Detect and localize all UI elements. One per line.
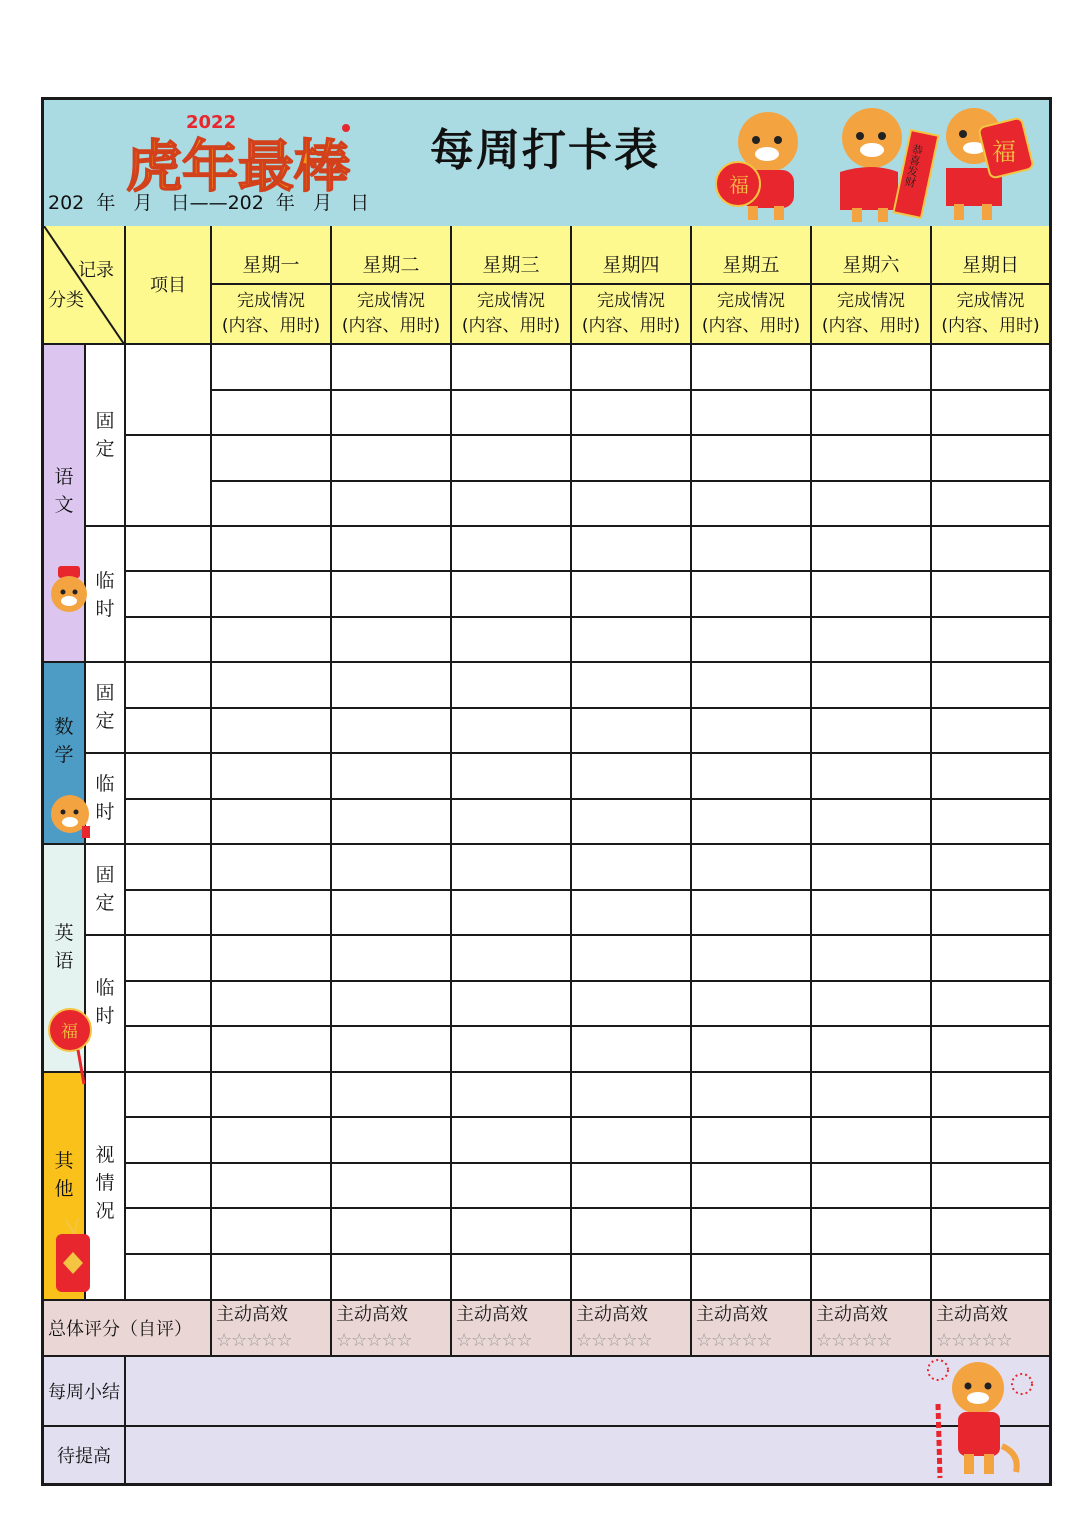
rating-cell-sun: 主动高效 ☆☆☆☆☆ (932, 1300, 1049, 1356)
star-rating[interactable]: ☆☆☆☆☆ (696, 1330, 772, 1351)
tiger-icon (840, 108, 938, 222)
lantern-icon (48, 1000, 94, 1086)
to-improve-label: 待提高 (57, 1445, 111, 1467)
logo-text: 虎年最棒 (126, 134, 350, 196)
corner-label-record: 记录 (78, 260, 114, 281)
completion-header: 完成情况 (内容、用时) (941, 291, 1040, 336)
rating-cell-tue: 主动高效 ☆☆☆☆☆ (332, 1300, 450, 1356)
svg-text:福: 福 (992, 138, 1016, 166)
subject-label-english: 英语 (54, 922, 74, 972)
subcategory-fixed: 固定 (95, 682, 115, 732)
date-range: 202 年 月 日——202 年 月 日 (48, 192, 370, 214)
svg-text:福: 福 (61, 1022, 78, 1042)
day-header-sat: 星期六 (842, 253, 900, 276)
day-header-thu: 星期四 (602, 253, 660, 276)
corner-diagonal (44, 226, 124, 344)
day-header-tue: 星期二 (362, 253, 420, 276)
tiger-face-icon (48, 566, 90, 618)
subcategory-temporary: 临时 (95, 570, 115, 620)
rating-cell-mon: 主动高效 ☆☆☆☆☆ (212, 1300, 330, 1356)
completion-header: 完成情况 (内容、用时) (221, 291, 321, 336)
to-improve-field[interactable] (126, 1427, 1049, 1483)
day-header-sun: 星期日 (961, 253, 1019, 276)
item-column-header: 项目 (150, 275, 186, 296)
subject-label-other: 其他 (54, 1150, 74, 1200)
day-header-fri: 星期五 (722, 253, 780, 276)
weekly-summary-label: 每周小结 (48, 1381, 120, 1403)
completion-header: 完成情况 (内容、用时) (341, 291, 441, 336)
rating-cell-sat: 主动高效 ☆☆☆☆☆ (812, 1300, 930, 1356)
completion-header: 完成情况 (内容、用时) (461, 291, 561, 336)
completion-header: 完成情况 (内容、用时) (821, 291, 921, 336)
firecracker-icon (52, 1216, 94, 1296)
header-bottom-line (44, 343, 1049, 345)
subcategory-temporary: 临时 (95, 977, 115, 1027)
rating-cell-thu: 主动高效 ☆☆☆☆☆ (572, 1300, 690, 1356)
completion-header: 完成情况 (内容、用时) (701, 291, 801, 336)
subcategory-fixed: 固定 (95, 864, 115, 914)
star-rating[interactable]: ☆☆☆☆☆ (936, 1330, 1012, 1351)
star-rating[interactable]: ☆☆☆☆☆ (336, 1330, 412, 1351)
tiger-icon (716, 112, 798, 220)
tiger-year-logo (124, 106, 354, 196)
tiger-mascots-illustration (712, 102, 1034, 224)
tiger-with-firecrackers-illustration (920, 1354, 1038, 1482)
tiger-icon (946, 108, 1034, 220)
rating-cell-fri: 主动高效 ☆☆☆☆☆ (692, 1300, 810, 1356)
svg-text:恭喜发财: 恭喜发财 (902, 142, 925, 189)
weekly-checkin-sheet (41, 97, 1052, 1486)
day-header-mon: 星期一 (242, 253, 300, 276)
completion-header: 完成情况 (内容、用时) (581, 291, 681, 336)
tiger-face-icon (48, 790, 94, 840)
logo-year: 2022 (186, 112, 237, 133)
subcategory-as-needed: 视情况 (95, 1144, 115, 1222)
svg-text:福: 福 (729, 173, 749, 197)
subject-label-chinese: 语文 (54, 466, 74, 516)
page-title: 每周打卡表 (430, 125, 660, 176)
header-divider (210, 283, 1049, 285)
star-rating[interactable]: ☆☆☆☆☆ (456, 1330, 532, 1351)
subcategory-temporary: 临时 (95, 773, 115, 823)
weekly-summary-field[interactable] (126, 1357, 1049, 1425)
subcategory-fixed: 固定 (95, 410, 115, 460)
star-rating[interactable]: ☆☆☆☆☆ (216, 1330, 292, 1351)
star-rating[interactable]: ☆☆☆☆☆ (816, 1330, 892, 1351)
corner-label-category: 分类 (48, 290, 84, 311)
checkin-table (44, 226, 1049, 1483)
overall-rating-label: 总体评分（自评） (48, 1319, 192, 1340)
day-header-wed: 星期三 (482, 253, 540, 276)
subject-label-math: 数学 (54, 716, 74, 766)
header-banner (44, 100, 1049, 228)
star-rating[interactable]: ☆☆☆☆☆ (576, 1330, 652, 1351)
rating-cell-wed: 主动高效 ☆☆☆☆☆ (452, 1300, 570, 1356)
